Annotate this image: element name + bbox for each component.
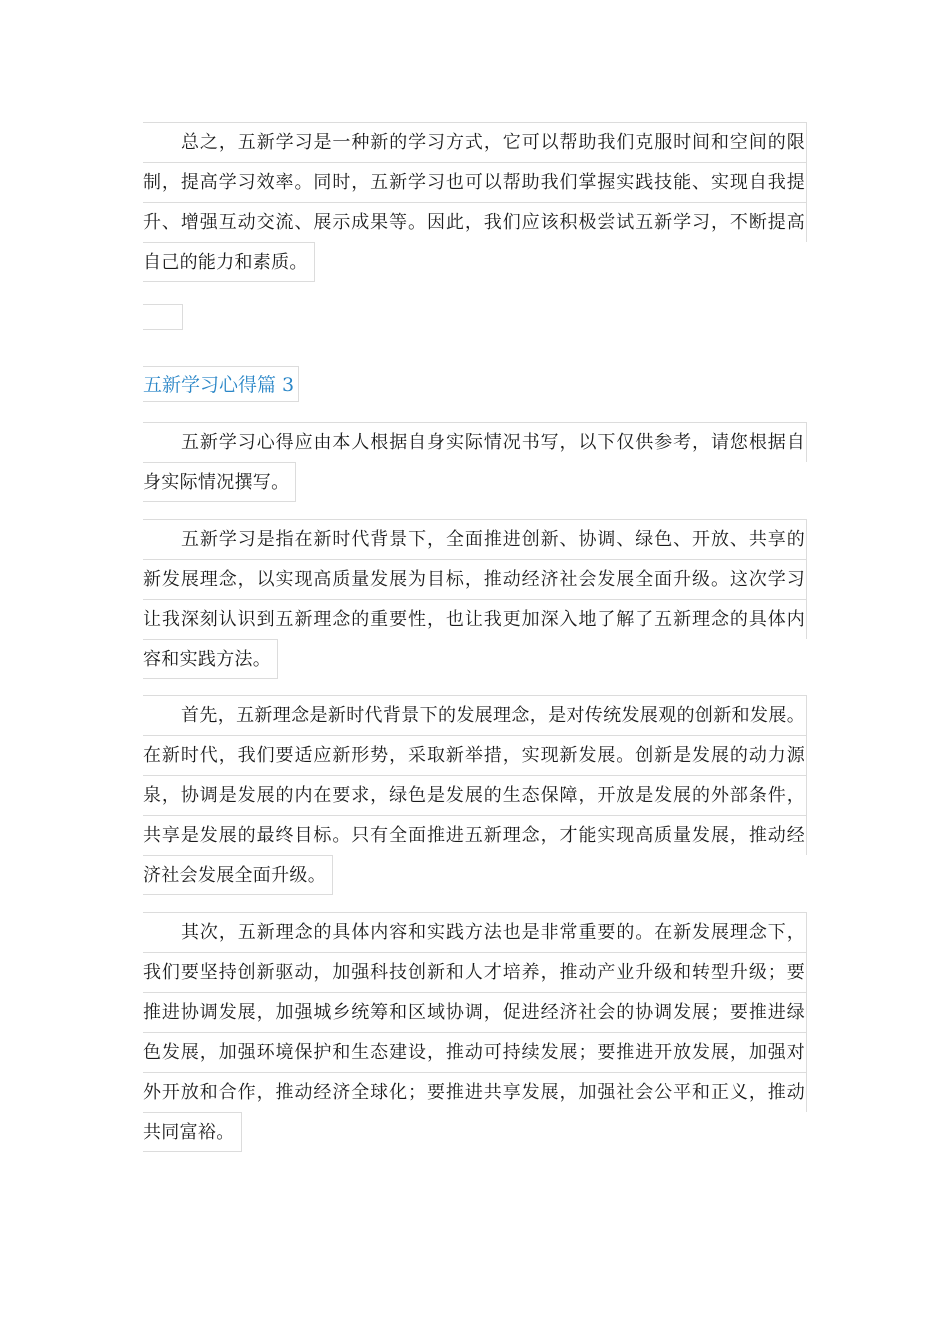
text-line: 在新时代，我们要适应新形势，采取新举措，实现新发展。创新是发展的动力源 bbox=[143, 735, 807, 775]
paragraph-disclaimer bbox=[143, 422, 807, 517]
text-line: 容和实践方法。 bbox=[143, 639, 278, 679]
paragraph-second-point bbox=[143, 912, 807, 1167]
empty-paragraph-box bbox=[143, 304, 183, 330]
text-line: 共享是发展的最终目标。只有全面推进五新理念，才能实现高质量发展，推动经 bbox=[143, 815, 807, 855]
text-line: 总之，五新学习是一种新的学习方式，它可以帮助我们克服时间和空间的限 bbox=[143, 122, 807, 162]
text-line: 济社会发展全面升级。 bbox=[143, 855, 333, 895]
paragraph-conclusion bbox=[143, 122, 807, 297]
text-line: 推进协调发展，加强城乡统筹和区域协调，促进经济社会的协调发展；要推进绿 bbox=[143, 992, 807, 1032]
section-heading: 五新学习心得篇 3 bbox=[143, 366, 299, 402]
text-line: 让我深刻认识到五新理念的重要性，也让我更加深入地了解了五新理念的具体内 bbox=[143, 599, 807, 639]
text-line: 泉，协调是发展的内在要求，绿色是发展的生态保障，开放是发展的外部条件， bbox=[143, 775, 807, 815]
paragraph-introduction bbox=[143, 519, 807, 694]
text-line: 五新学习是指在新时代背景下，全面推进创新、协调、绿色、开放、共享的 bbox=[143, 519, 807, 559]
paragraph-first-point bbox=[143, 695, 807, 910]
text-line: 色发展，加强环境保护和生态建设，推动可持续发展；要推进开放发展，加强对 bbox=[143, 1032, 807, 1072]
text-line: 五新学习心得应由本人根据自身实际情况书写，以下仅供参考，请您根据自 bbox=[143, 422, 807, 462]
text-line: 其次，五新理念的具体内容和实践方法也是非常重要的。在新发展理念下， bbox=[143, 912, 807, 952]
text-line: 首先，五新理念是新时代背景下的发展理念，是对传统发展观的创新和发展。 bbox=[143, 695, 807, 735]
text-line: 外开放和合作，推动经济全球化；要推进共享发展，加强社会公平和正义，推动 bbox=[143, 1072, 807, 1112]
text-line: 新发展理念，以实现高质量发展为目标，推动经济社会发展全面升级。这次学习 bbox=[143, 559, 807, 599]
text-line: 自己的能力和素质。 bbox=[143, 242, 315, 282]
text-line: 升、增强互动交流、展示成果等。因此，我们应该积极尝试五新学习，不断提高 bbox=[143, 202, 807, 242]
text-line: 身实际情况撰写。 bbox=[143, 462, 296, 502]
text-line: 制，提高学习效率。同时，五新学习也可以帮助我们掌握实践技能、实现自我提 bbox=[143, 162, 807, 202]
text-line: 共同富裕。 bbox=[143, 1112, 242, 1152]
text-line: 我们要坚持创新驱动，加强科技创新和人才培养，推动产业升级和转型升级；要 bbox=[143, 952, 807, 992]
